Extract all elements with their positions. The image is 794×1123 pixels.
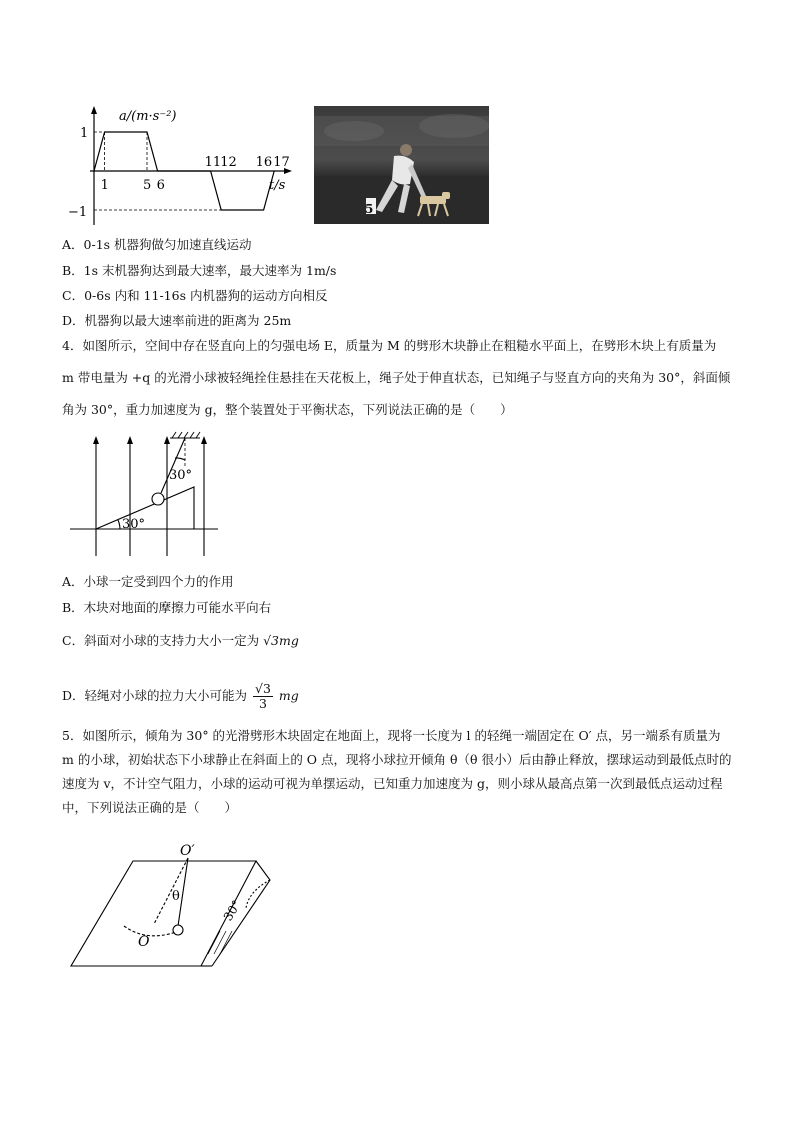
q3-option-b: B．1s 末机器狗达到最大速率，最大速率为 1m/s (62, 263, 337, 278)
q3-option-d: D．机器狗以最大速率前进的距离为 25m (62, 313, 292, 328)
robot-dog-photo (314, 106, 489, 224)
x-tick-11: 11 (204, 155, 222, 170)
acceleration-time-graph (68, 103, 296, 228)
incline-angle-label: 30° (220, 897, 244, 924)
swing-arc (124, 926, 176, 936)
x-tick-1: 1 (100, 178, 109, 193)
rope-angle-arc (175, 458, 185, 460)
q4-option-a: A．小球一定受到四个力的作用 (62, 574, 234, 589)
x-tick-6: 6 (156, 178, 165, 193)
ball (152, 493, 164, 505)
x-tick-5: 5 (143, 178, 152, 193)
slope-angle-label: 30° (122, 517, 146, 532)
y-tick-1: 1 (80, 126, 89, 141)
fraction-denominator: 3 (259, 696, 267, 711)
q4-option-b: B．木块对地面的摩擦力可能水平向右 (62, 600, 272, 615)
bottom-point-label: O (138, 934, 150, 950)
bib-number: 5 (365, 202, 374, 216)
x-tick-17: 17 (273, 155, 290, 170)
slope-angle-arc (118, 520, 120, 529)
pivot-label: O′ (180, 843, 195, 859)
q5-stem: 5．如图所示，倾角为 30° 的光滑劈形木块固定在地面上，现将一长度为 l 的轻绳一端固定在 O′ 点，另一端系有质量为 m 的小球，初始状态下小球静止在斜面上的 O 点，现将小球拉开倾角 θ（θ 很小）后由静止释放，摆球运动到最低点时的速度为 v，不计空气阻力，小球的运动可视为单摆运动，已知重力加速度为 g，则小球从最高点第一次到最低点运动过程中，下列说法正确的是（ ） (62, 728, 732, 815)
q4-option-d-text: D．轻绳对小球的拉力大小可能为 (62, 688, 248, 703)
q4-option-c (62, 632, 299, 650)
pendulum-bob (173, 925, 183, 935)
q4-option-c-math: √3mg (263, 633, 299, 648)
incline-angle-arc (246, 880, 270, 908)
x-axis-label: t/s (269, 178, 286, 193)
q4-option-d (62, 682, 299, 711)
theta-label: θ (172, 889, 180, 904)
q4-stem: 4．如图所示，空间中存在竖直向上的匀强电场 E，质量为 M 的劈形木块静止在粗糙水平面上，在劈形木块上有质量为 m 带电量为 +q 的光滑小球被轻绳拴住悬挂在天花板上，绳子处于伸直状态，已知绳子与竖直方向的夹角为 30°，斜面倾角为 30°，重力加速度为 g，整个装置处于平衡状态，下列说法正确的是（ ） (62, 338, 731, 417)
y-axis-arrow (91, 106, 97, 114)
fraction-numerator: √3 (255, 681, 271, 696)
q4-option-d-fraction (253, 682, 273, 711)
y-axis-label: a/(m·s⁻²) (119, 109, 177, 124)
q3-option-c: C．0-6s 内和 11-16s 内机器狗的运动方向相反 (62, 288, 328, 303)
q4-incline-figure (70, 432, 220, 560)
rope-angle-label: 30° (169, 468, 193, 483)
q4-option-d-unit: mg (278, 688, 299, 703)
x-tick-12: 12 (220, 155, 237, 170)
y-tick-neg1: −1 (68, 205, 88, 220)
q3-option-a: A．0-1s 机器狗做匀加速直线运动 (62, 237, 252, 252)
x-tick-16: 16 (255, 155, 273, 170)
q5-pendulum-figure (68, 836, 273, 971)
q4-option-c-text: C．斜面对小球的支持力大小一定为 (62, 633, 260, 648)
wedge-side (212, 861, 270, 966)
rope (161, 438, 185, 493)
